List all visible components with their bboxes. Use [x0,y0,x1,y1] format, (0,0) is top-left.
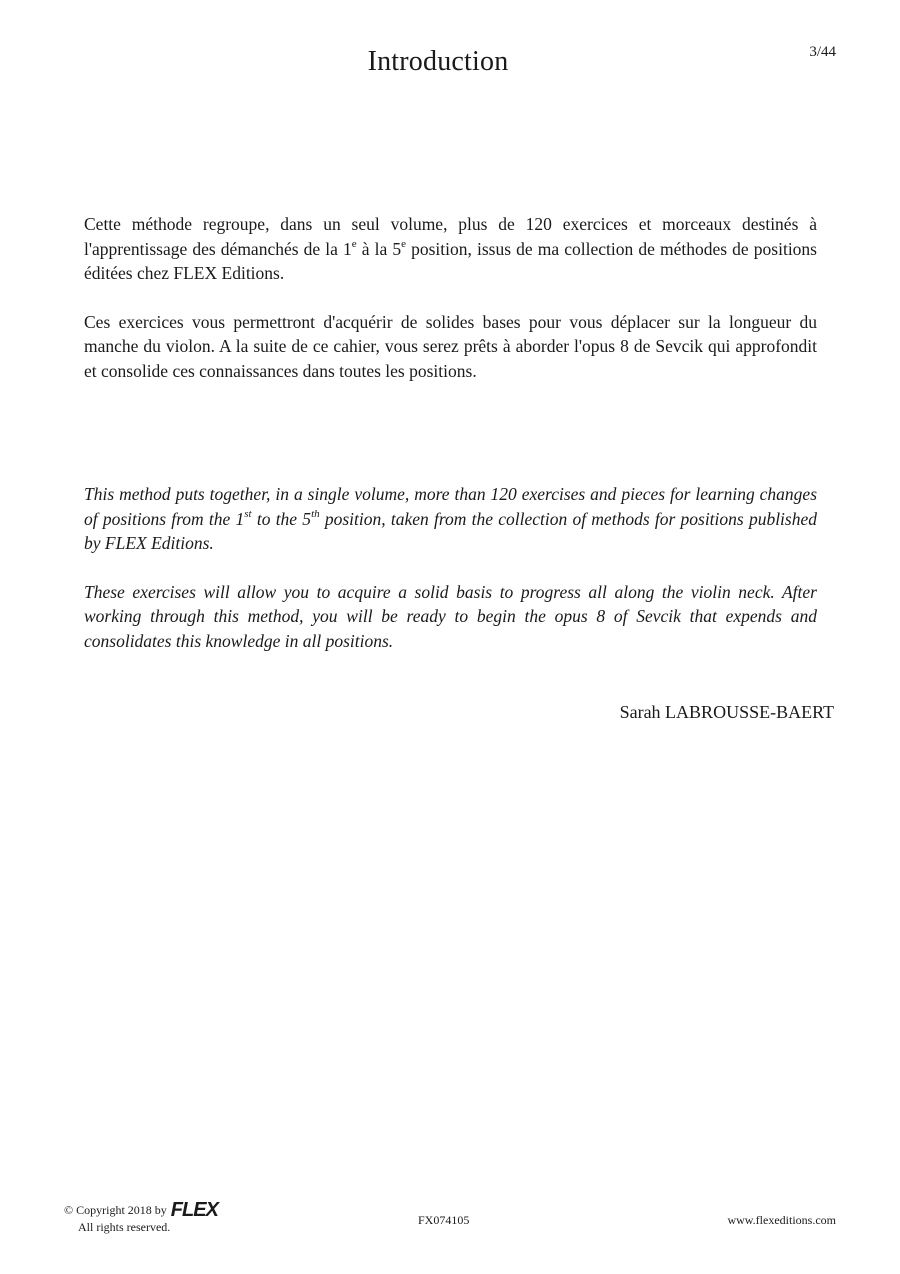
copyright-text: © Copyright 2018 by [64,1202,167,1217]
flex-logo: FLEX [170,1199,218,1221]
page-number: 3/44 [809,44,836,60]
superscript: st [244,507,252,520]
website-link[interactable]: www.flexeditions.com [727,1213,836,1227]
catalog-code: FX074105 [418,1213,470,1227]
footer-copyright [64,1201,218,1236]
english-paragraph-1 [84,482,817,556]
text-segment: to the 5 [251,508,312,529]
page-title: Introduction [367,46,509,77]
rights-text: All rights reserved. [78,1220,171,1234]
text-segment: position, taken from the collection of methods for positions published by FLEX Editions. [84,508,817,553]
text-segment: Cette méthode regroupe, dans un seul volume, plus de 120 exercices et morceaux destinés à l'apprentissage des démanchés de la 1 [84,214,817,259]
text-segment: This method puts together, in a single volume, more than 120 exercises and pieces for learning changes of positions from the 1 [84,484,817,529]
english-introduction [84,482,817,653]
english-paragraph-2: These exercises will allow you to acquire a solid basis to progress all along the violin neck. After working through this method, you will be ready to begin the opus 8 of Sevcik that expends and consolidates this knowledge in all positions. [84,581,817,651]
french-paragraph-2: Ces exercices vous permettront d'acquérir de solides bases pour vous déplacer sur la longueur du manche du violon. A la suite de ce cahier, vous serez prêts à aborder l'opus 8 de Sevcik qui approfondit et consolide ces connaissances dans toutes les positions. [84,311,817,381]
author-signature: Sarah LABROUSSE-BAERT [619,702,834,722]
superscript: e [401,237,407,250]
text-segment: position, issus de ma collection de méthodes de positions éditées chez FLEX Editions. [84,238,817,283]
french-introduction [84,212,817,383]
superscript: th [311,507,320,520]
text-segment: à la 5 [356,238,402,259]
french-paragraph-1 [84,212,817,286]
superscript: e [351,237,357,250]
